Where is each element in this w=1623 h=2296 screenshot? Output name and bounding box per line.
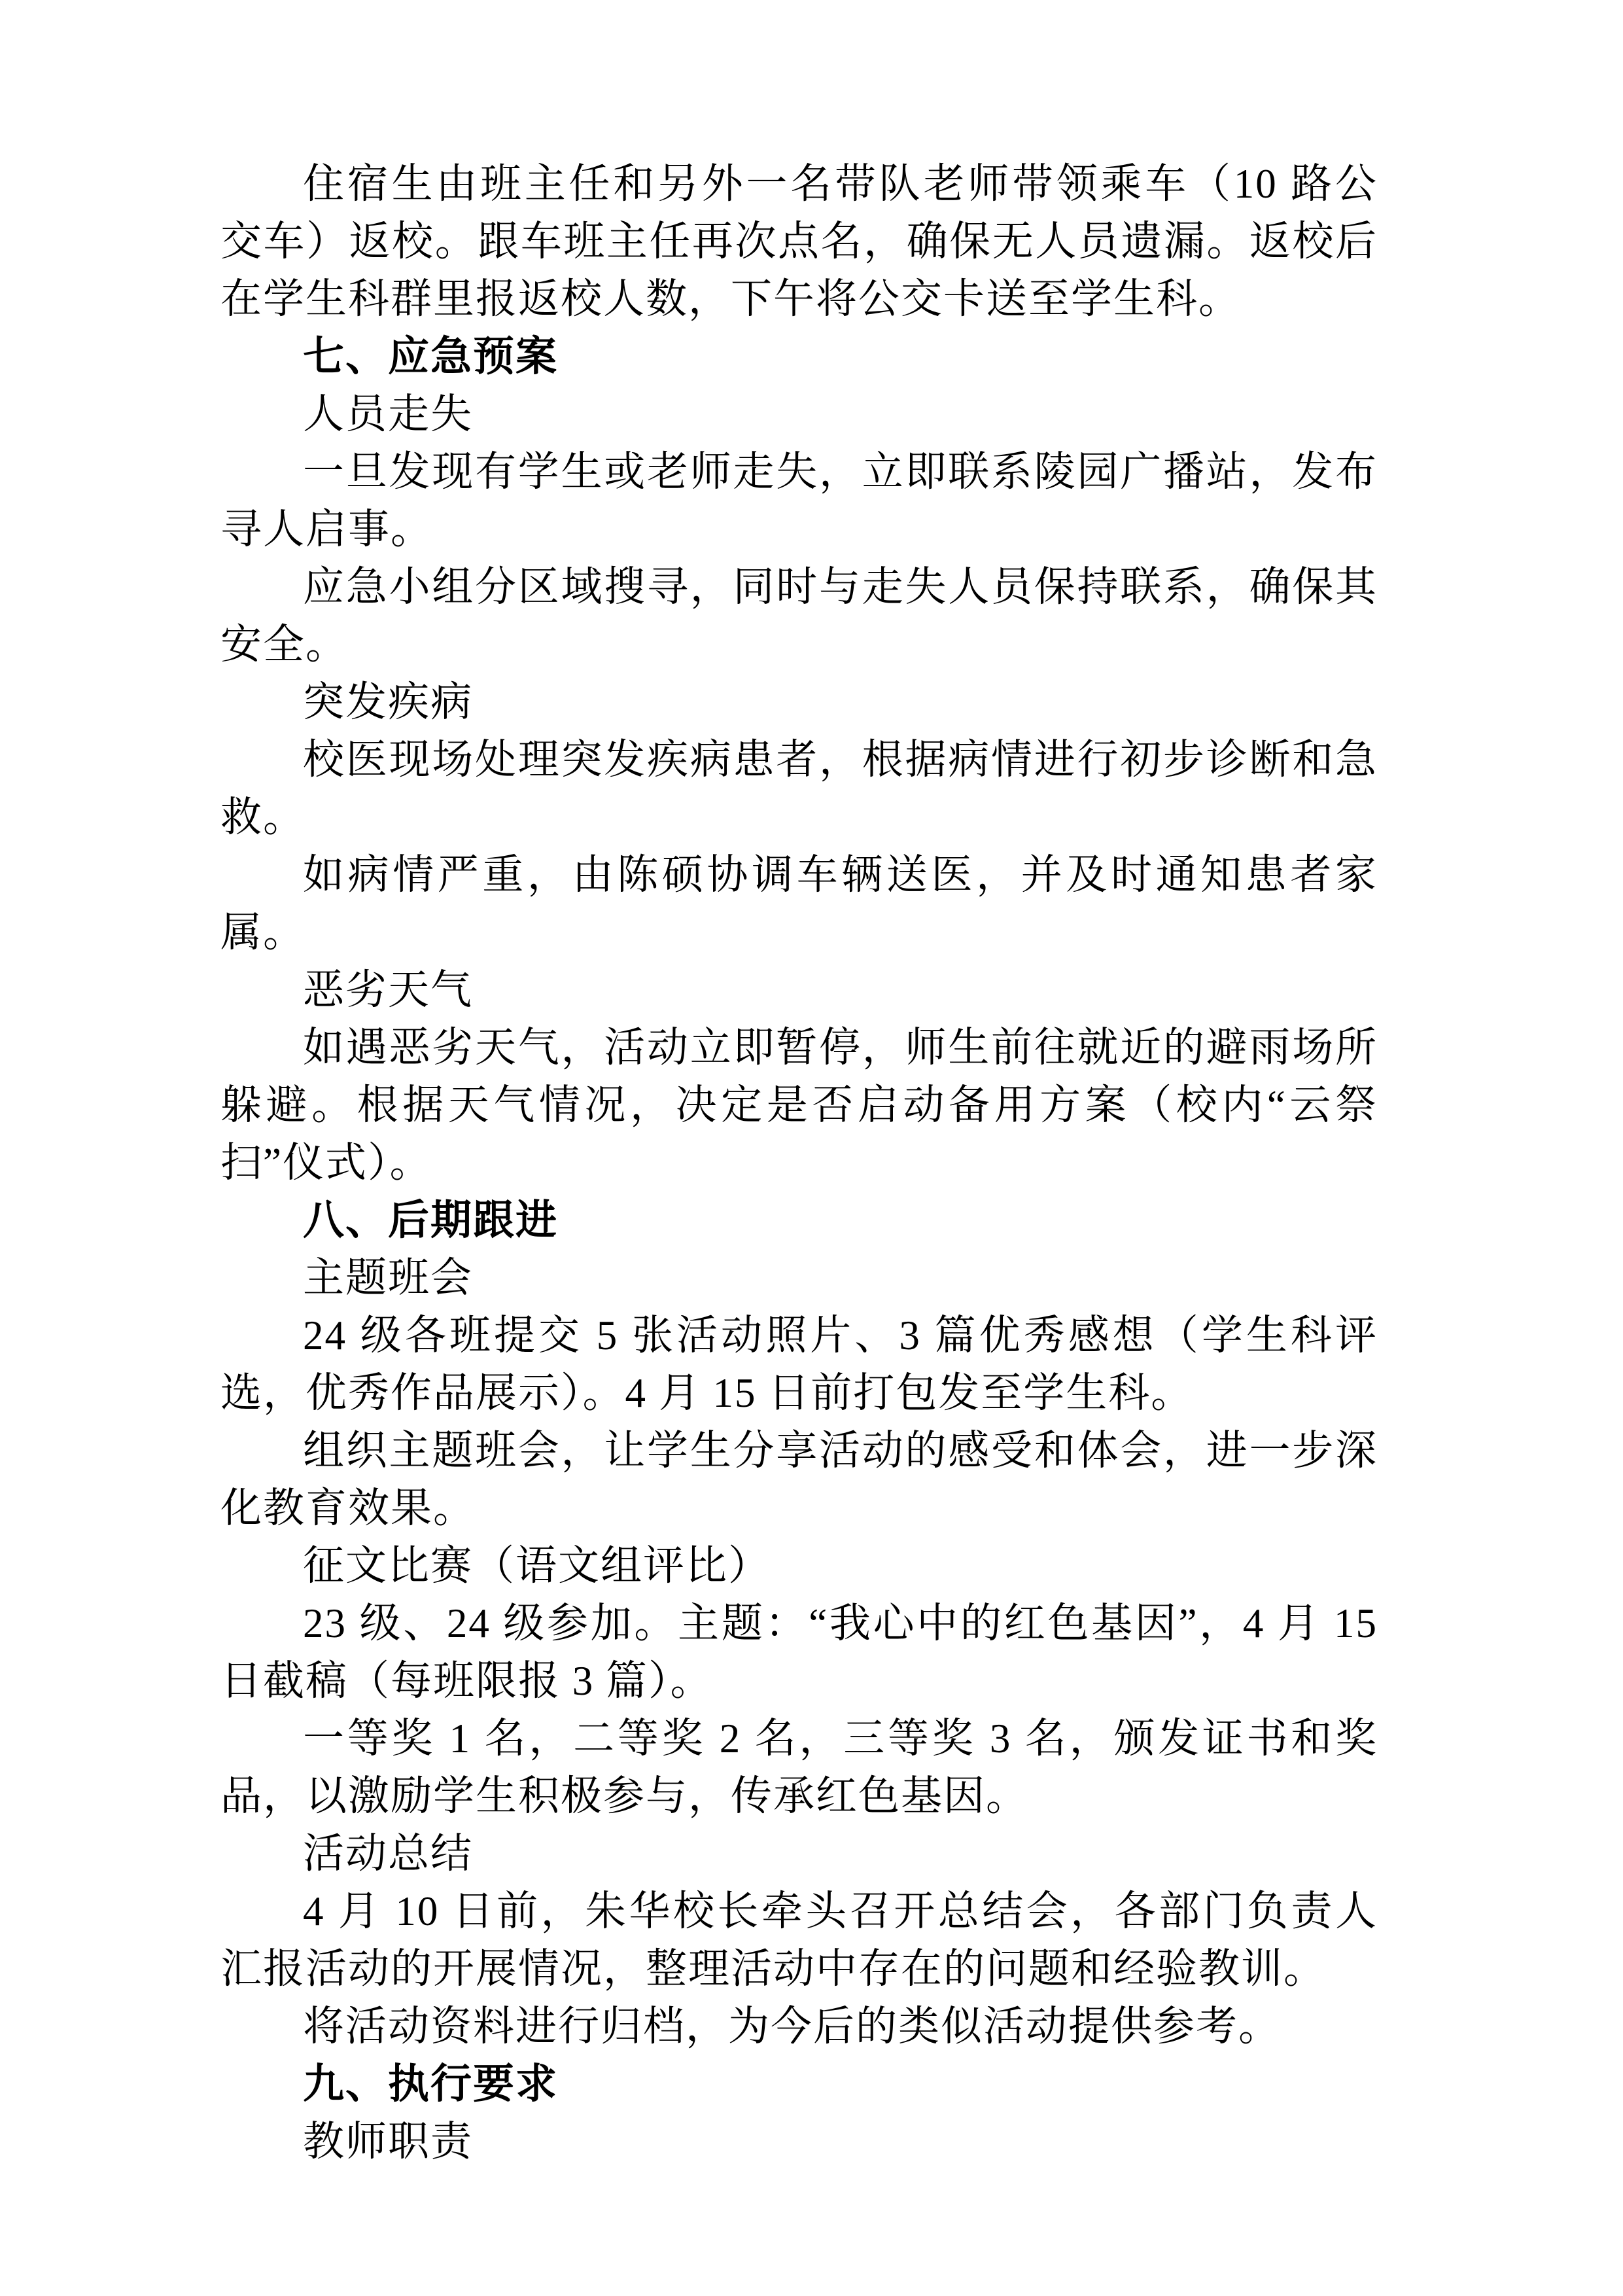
paragraph-essay-contest-label: 征文比赛（语文组评比） <box>303 1543 771 1589</box>
paragraph-bad-weather-label: 恶劣天气 <box>303 967 473 1013</box>
paragraph-essay-contest-theme: 23 级、24 级参加。主题：“我心中的红色基因”，4 月 15 日截稿（每班限报 3 篇）。 <box>220 1600 1378 1704</box>
paragraph-photo-submission: 24 级各班提交 5 张活动照片、3 篇优秀感想（学生科评选，优秀作品展示）。4 月 15 日前打包发至学生科。 <box>220 1313 1378 1416</box>
paragraph-lost-person-search: 应急小组分区域搜寻，同时与走失人员保持联系，确保其安全。 <box>220 564 1378 667</box>
paragraph-summary-meeting: 4 月 10 日前，朱华校长牵头召开总结会，各部门负责人汇报活动的开展情况，整理活动中存在的问题和经验教训。 <box>220 1888 1378 1992</box>
paragraph-bad-weather-plan: 如遇恶劣天气，活动立即暂停，师生前往就近的避雨场所躲避。根据天气情况，决定是否启动备用方案（校内“云祭扫”仪式）。 <box>220 1025 1378 1186</box>
paragraph-return-to-school: 住宿生由班主任和另外一名带队老师带领乘车（10 路公交车）返校。跟车班主任再次点名，确保无人员遗漏。返校后在学生科群里报返校人数，下午将公交卡送至学生科。 <box>220 161 1378 322</box>
section-heading-9-execution-requirements: 九、执行要求 <box>303 2061 558 2107</box>
paragraph-lost-person-label: 人员走失 <box>303 391 473 437</box>
document-body <box>220 155 1378 2170</box>
paragraph-archive-materials: 将活动资料进行归档，为今后的类似活动提供参考。 <box>303 2004 1281 2049</box>
paragraph-class-meeting-sharing: 组织主题班会，让学生分享活动的感受和体会，进一步深化教育效果。 <box>220 1428 1378 1531</box>
paragraph-teacher-duties-label: 教师职责 <box>303 2119 473 2164</box>
section-heading-7-emergency-plan: 七、应急预案 <box>303 334 558 380</box>
paragraph-sudden-illness-doctor: 校医现场处理突发疾病患者，根据病情进行初步诊断和急救。 <box>220 737 1378 840</box>
paragraph-essay-contest-awards: 一等奖 1 名，二等奖 2 名，三等奖 3 名，颁发证书和奖品，以激励学生积极参与，传承红色基因。 <box>220 1716 1378 1819</box>
paragraph-lost-person-broadcast: 一旦发现有学生或老师走失，立即联系陵园广播站，发布寻人启事。 <box>220 449 1378 552</box>
section-heading-8-follow-up: 八、后期跟进 <box>303 1197 558 1243</box>
paragraph-sudden-illness-label: 突发疾病 <box>303 679 473 725</box>
paragraph-sudden-illness-hospital: 如病情严重，由陈硕协调车辆送医，并及时通知患者家属。 <box>220 852 1378 955</box>
paragraph-activity-summary-label: 活动总结 <box>303 1831 473 1877</box>
paragraph-theme-class-meeting-label: 主题班会 <box>303 1255 473 1301</box>
